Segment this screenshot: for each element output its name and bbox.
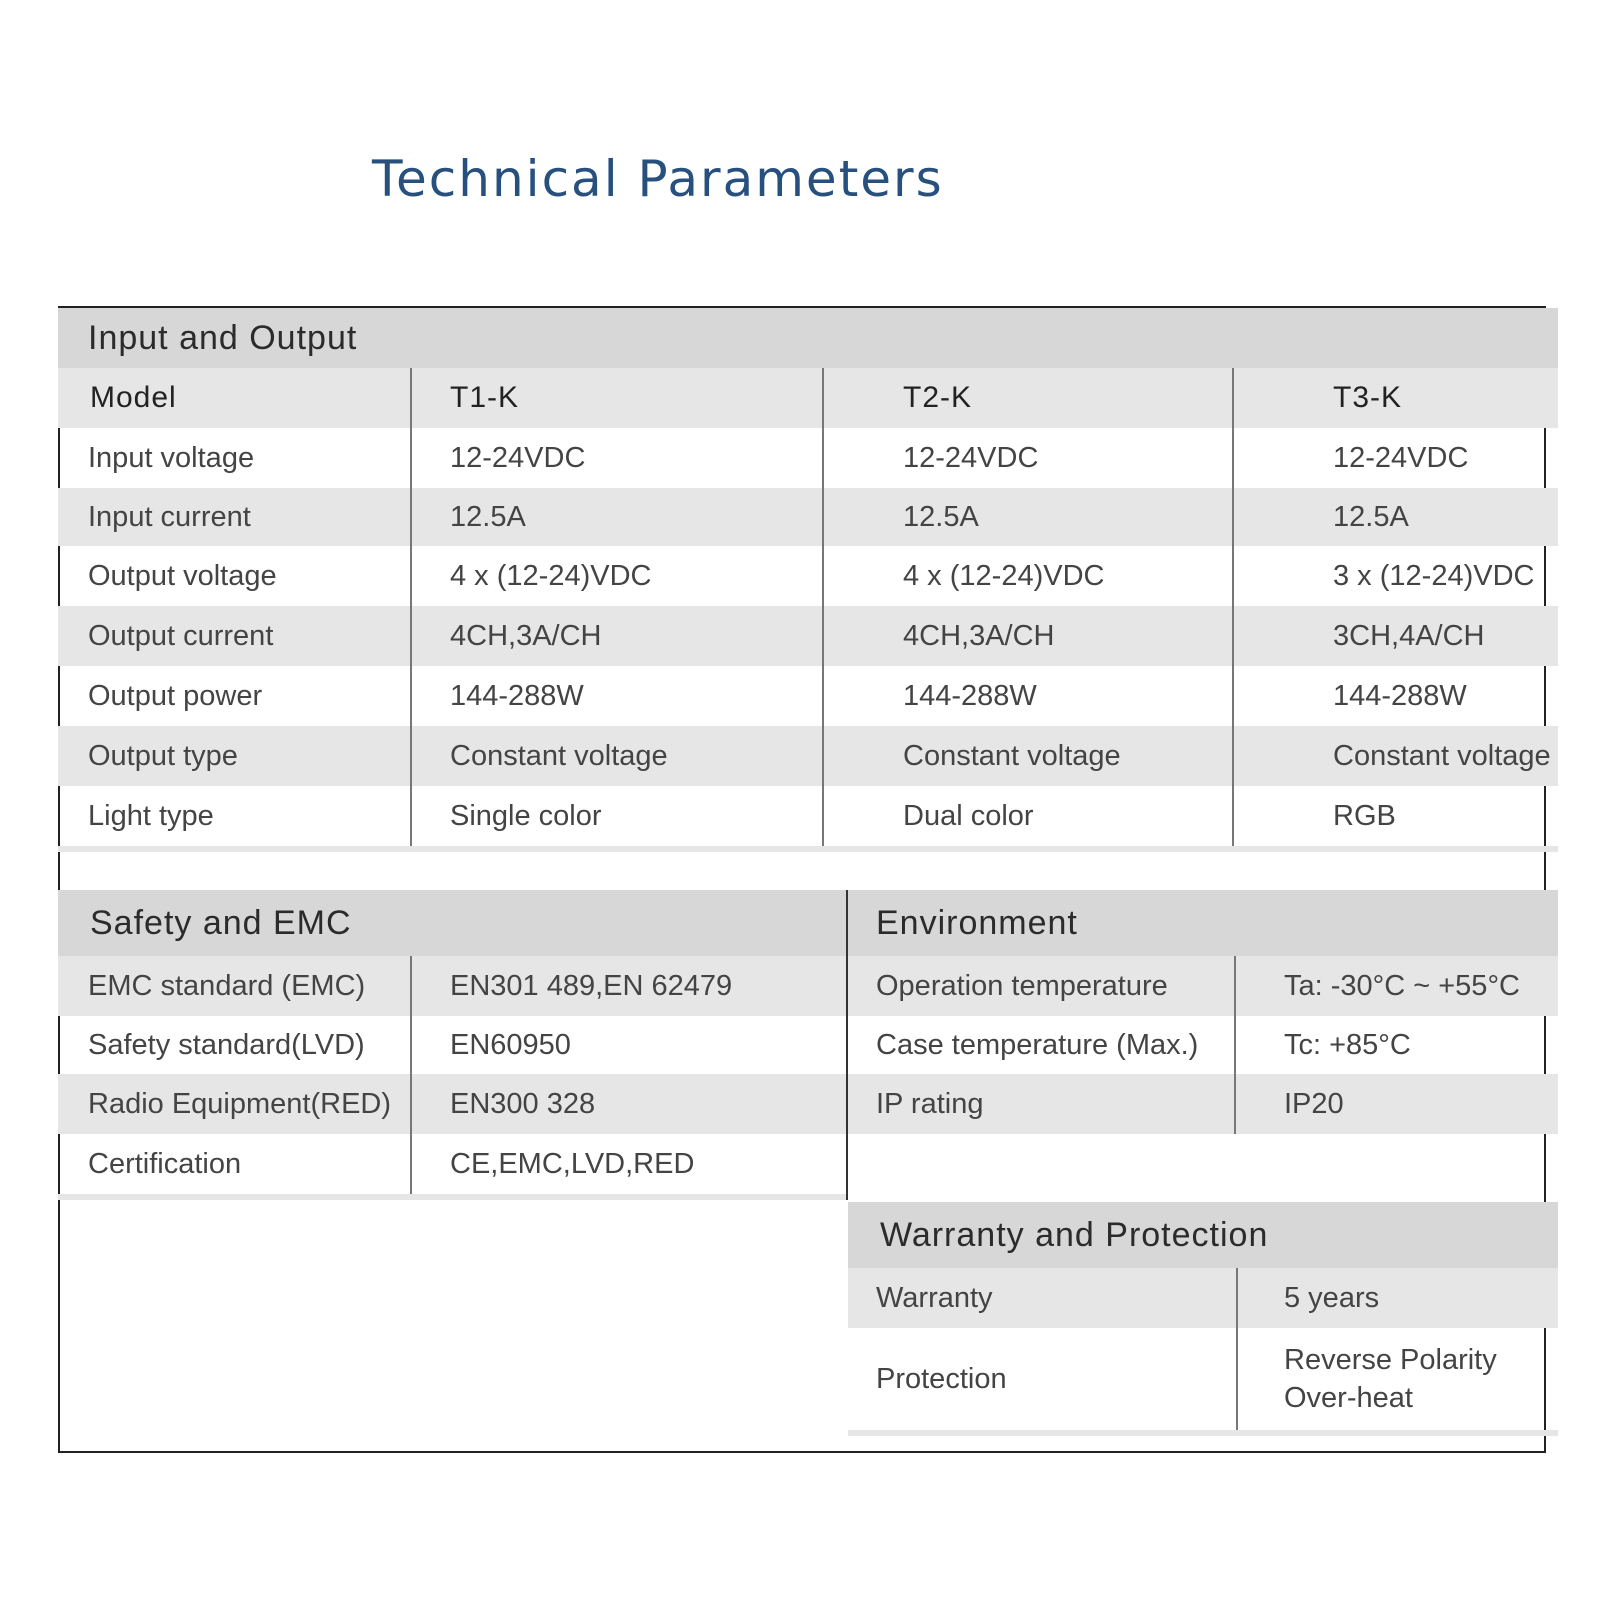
row-value: CE,EMC,LVD,RED <box>450 1147 695 1180</box>
row-value-t1k: 12.5A <box>450 500 526 533</box>
column-divider <box>822 368 824 846</box>
table-row <box>848 1328 1558 1430</box>
row-value: IP20 <box>1284 1087 1344 1120</box>
warranty-label: Warranty <box>876 1281 993 1314</box>
protection-values <box>1284 1328 1497 1430</box>
row-value: EN301 489,EN 62479 <box>450 969 733 1002</box>
table-row <box>58 546 1558 606</box>
row-label: Light type <box>88 799 214 832</box>
model-t1k: T1-K <box>450 381 520 414</box>
row-label: Case temperature (Max.) <box>876 1028 1199 1061</box>
row-value: Tc: +85°C <box>1284 1028 1411 1061</box>
input-output-header <box>58 308 1558 368</box>
row-value-t3k: Constant voltage <box>1333 739 1551 772</box>
row-value-t2k: Constant voltage <box>903 739 1121 772</box>
row-value: EN60950 <box>450 1028 571 1061</box>
column-divider <box>1232 368 1234 846</box>
table-row <box>848 956 1558 1016</box>
safety-emc-bottom-band <box>58 1194 846 1200</box>
row-value-t3k: 3CH,4A/CH <box>1333 619 1485 652</box>
row-label: Output voltage <box>88 559 277 592</box>
row-value-t1k: 4CH,3A/CH <box>450 619 602 652</box>
table-row <box>58 956 846 1016</box>
table-row <box>848 1268 1558 1328</box>
row-value: Ta: -30°C ~ +55°C <box>1284 969 1520 1002</box>
row-value-t1k: 144-288W <box>450 679 584 712</box>
column-divider <box>410 368 412 846</box>
table-row <box>848 1074 1558 1134</box>
warranty-protection-header <box>848 1202 1558 1268</box>
warranty-value: 5 years <box>1284 1281 1380 1314</box>
row-label: Output power <box>88 679 263 712</box>
row-value-t2k: 4 x (12-24)VDC <box>903 559 1105 592</box>
table-row <box>58 488 1558 546</box>
row-value-t2k: 12-24VDC <box>903 441 1039 474</box>
column-divider <box>410 956 412 1194</box>
table-row <box>848 1016 1558 1074</box>
row-value-t3k: 12.5A <box>1333 500 1409 533</box>
table-row <box>58 786 1558 846</box>
row-value-t1k: 4 x (12-24)VDC <box>450 559 652 592</box>
row-label: Operation temperature <box>876 969 1168 1002</box>
row-label: EMC standard (EMC) <box>88 969 366 1002</box>
table-row <box>58 1134 846 1194</box>
protection-value: Reverse Polarity <box>1284 1344 1497 1376</box>
row-value-t2k: 4CH,3A/CH <box>903 619 1055 652</box>
model-t2k: T2-K <box>903 381 973 414</box>
row-label: Output type <box>88 739 238 772</box>
page-title: Technical Parameters <box>372 150 944 208</box>
row-value-t3k: 12-24VDC <box>1333 441 1469 474</box>
table-row <box>58 1074 846 1134</box>
input-output-bottom-band <box>58 846 1558 852</box>
row-value-t1k: Constant voltage <box>450 739 668 772</box>
row-value-t2k: 144-288W <box>903 679 1037 712</box>
safety-emc-heading: Safety and EMC <box>90 903 352 942</box>
row-value-t1k: Single color <box>450 799 602 832</box>
row-value-t3k: 144-288W <box>1333 679 1467 712</box>
row-label: Input current <box>88 500 251 533</box>
input-output-heading: Input and Output <box>88 318 358 357</box>
model-t3k: T3-K <box>1333 381 1403 414</box>
environment-header <box>848 890 1558 956</box>
row-value-t3k: RGB <box>1333 799 1396 832</box>
row-value-t3k: 3 x (12-24)VDC <box>1333 559 1535 592</box>
protection-value: Over-heat <box>1284 1382 1413 1414</box>
table-row <box>58 606 1558 666</box>
table-row <box>58 666 1558 726</box>
row-value: EN300 328 <box>450 1087 596 1120</box>
column-divider <box>1234 956 1236 1134</box>
row-label: Radio Equipment(RED) <box>88 1087 392 1120</box>
table-row <box>58 1016 846 1074</box>
warranty-bottom-band <box>848 1430 1558 1436</box>
row-label: Certification <box>88 1147 242 1180</box>
row-label: Safety standard(LVD) <box>88 1028 365 1061</box>
row-label: Input voltage <box>88 441 255 474</box>
environment-heading: Environment <box>876 903 1078 942</box>
model-row <box>58 368 1558 428</box>
row-value-t2k: 12.5A <box>903 500 979 533</box>
model-label: Model <box>90 381 177 414</box>
row-value-t2k: Dual color <box>903 799 1034 832</box>
protection-label: Protection <box>876 1362 1007 1395</box>
row-value-t1k: 12-24VDC <box>450 441 586 474</box>
safety-emc-header <box>58 890 846 956</box>
column-divider <box>1236 1268 1238 1430</box>
row-label: IP rating <box>876 1087 984 1120</box>
row-label: Output current <box>88 619 274 652</box>
table-row <box>58 726 1558 786</box>
warranty-protection-heading: Warranty and Protection <box>880 1215 1269 1254</box>
table-row <box>58 428 1558 488</box>
